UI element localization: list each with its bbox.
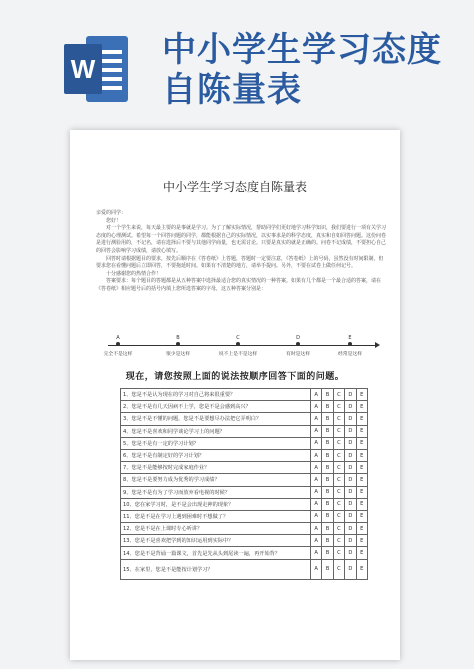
table-row [121,462,368,474]
question-text: 1、您是不是认为现在的学习对自己将来很重要？ [121,389,311,401]
answer-option-a[interactable]: A [310,389,321,401]
question-text: 7、您是不是能够按时完成家庭作业？ [121,462,311,474]
answer-option-c[interactable]: C [333,498,344,510]
thanks-line: 十分感谢您的热情合作！ [106,270,162,277]
answer-option-b[interactable]: B [322,523,333,535]
intro-paragraph-1: 对一个学生来说，每天最主要的是事就是学习。为了了解实际情况，帮助同学们更好地学习科学知识，我们要进行一项有关学习态度的心理测试。希望每一个回答问题的同学，都能根据自己的实际情况，以实事求是的科学态度，真实和自如回答问题。这份问卷是进行测验用的，不记名，请在选择后不要与其他同学商量，也无需讨论。只要是真实的就是正确的。问卷不记成绩，不要担心自己的回答会影响学习成绩，请放心填写。 [96,225,387,254]
table-row [121,498,368,510]
instruction-text: 现在，请您按照上面的说法按顺序回答下面的问题。 [125,372,345,382]
table-row [121,474,368,486]
answer-option-a[interactable]: A [310,425,321,437]
question-text: 13、您是不是喜欢把学到的知识运用到实际中？ [121,535,311,547]
answer-option-d[interactable]: D [345,486,356,498]
answer-option-d[interactable]: D [345,535,356,547]
scale-label: 很少是这样 [166,352,190,357]
answer-option-b[interactable]: B [322,510,333,522]
table-row [121,449,368,461]
answer-option-d[interactable]: D [345,498,356,510]
answer-option-c[interactable]: C [333,559,344,579]
hello: 您好！ [106,217,122,224]
answer-option-a[interactable]: A [310,401,321,413]
answer-option-e[interactable]: E [356,425,367,437]
answer-option-e[interactable]: E [356,510,367,522]
document-title: 中小学生学习态度自陈量表 [162,180,307,194]
answer-option-b[interactable]: B [322,474,333,486]
question-text: 11、您是不是在学习上遇到困难时不想做了？ [121,510,311,522]
table-row [121,559,368,579]
answer-scale [100,335,380,365]
answer-option-b[interactable]: B [322,437,333,449]
answer-option-b[interactable]: B [322,462,333,474]
intro-paragraph-3: 答案要求：每个题目的答题都是从五种答案中选择最适合您的真实情况的一种答案。如果有几个都是一个最合适的答案，请在《答卷纸》相应题号后的括号内填上您所选答案的字母，这五种答案分别是： [96,278,382,292]
word-badge: W [64,44,102,94]
greeting: 亲爱的同学： [96,210,127,216]
answer-option-a[interactable]: A [310,498,321,510]
document-page [70,130,400,660]
scale-letter: A [116,335,120,341]
answer-option-c[interactable]: C [333,523,344,535]
answer-option-d[interactable]: D [345,425,356,437]
answer-option-e[interactable]: E [356,449,367,461]
answer-option-e[interactable]: E [356,498,367,510]
scale-dot-icon [348,342,352,346]
answer-option-c[interactable]: C [333,401,344,413]
question-table [120,388,368,580]
answer-option-a[interactable]: A [310,413,321,425]
answer-option-c[interactable]: C [333,510,344,522]
answer-option-d[interactable]: D [345,559,356,579]
word-document-icon [64,36,130,102]
answer-option-b[interactable]: B [322,413,333,425]
question-text: 14、您是不是背诵一篇课文，首先是先从头到尾读一遍，再开始背？ [121,547,311,559]
answer-option-a[interactable]: A [310,535,321,547]
banner-title-line2: 自陈量表 [162,70,302,110]
scale-point-b [148,335,208,357]
question-text: 3、您是不是不懂的问题，您是不是要想尽办法把它弄明白？ [121,413,311,425]
question-text: 4、您是不是喜欢和同学谈论学习上的问题？ [121,425,311,437]
answer-option-e[interactable]: E [356,413,367,425]
question-text: 15、在家里，您是不是能按计划学习？ [121,559,311,579]
answer-option-d[interactable]: D [345,389,356,401]
scale-point-c [208,335,268,357]
answer-option-c[interactable]: C [333,389,344,401]
table-row [121,486,368,498]
scale-label: 完全不是这样 [103,352,133,357]
answer-option-e[interactable]: E [356,486,367,498]
answer-option-b[interactable]: B [322,535,333,547]
answer-option-b[interactable]: B [322,498,333,510]
scale-label: 有时是这样 [286,352,310,357]
answer-option-d[interactable]: D [345,462,356,474]
table-row [121,535,368,547]
answer-option-c[interactable]: C [333,535,344,547]
scale-label: 经常是这样 [338,352,362,357]
question-text: 2、您是不是有几天因病不上学，您是不是会感到高兴？ [121,401,311,413]
table-row [121,523,368,535]
question-text: 12、您是不是在上课时专心听讲？ [121,523,311,535]
answer-option-e[interactable]: E [356,437,367,449]
scale-letter: C [236,335,240,341]
answer-option-d[interactable]: D [345,510,356,522]
answer-option-d[interactable]: D [345,401,356,413]
banner-title [162,30,462,110]
answer-option-e[interactable]: E [356,535,367,547]
table-row [121,389,368,401]
question-text: 6、您是不是有制定好的学习计划？ [121,449,311,461]
answer-option-b[interactable]: B [322,486,333,498]
answer-option-a[interactable]: A [310,559,321,579]
answer-option-c[interactable]: C [333,486,344,498]
answer-option-d[interactable]: D [345,449,356,461]
answer-option-a[interactable]: A [310,547,321,559]
banner-title-line1: 中小学生学习态度 [162,30,442,70]
question-text: 5、您是不是有一定的学习计划？ [121,437,311,449]
answer-option-b[interactable]: B [322,547,333,559]
table-row [121,437,368,449]
scale-point-e [320,335,380,357]
scale-point-a [88,335,148,357]
table-row [121,547,368,559]
answer-option-b[interactable]: B [322,425,333,437]
question-text: 8、您是不是要努力成为优秀的学习成绩？ [121,474,311,486]
answer-option-e[interactable]: E [356,401,367,413]
table-row [121,510,368,522]
answer-option-a[interactable]: A [310,486,321,498]
intro-paragraph-2: 回答时请根据题目的要求，按先后顺序在《答卷纸》上答题，答题时一定要注意，《答卷纸》上的号码，虽然没有时间限制，但要求您在看懂问题后立即回答，不要拖延时间。如果有不清楚的地方，请举手提问。另外，不要在试卷上做任何记号。 [96,255,384,270]
answer-option-a[interactable]: A [310,449,321,461]
question-text: 10、您在家学习时，是不是会出现走神的现象？ [121,498,311,510]
answer-option-c[interactable]: C [333,425,344,437]
scale-dot-icon [176,342,180,346]
answer-option-a[interactable]: A [310,510,321,522]
answer-option-a[interactable]: A [310,474,321,486]
scale-dot-icon [296,342,300,346]
answer-option-e[interactable]: E [356,462,367,474]
table-row [121,425,368,437]
answer-option-c[interactable]: C [333,547,344,559]
scale-dot-icon [116,342,120,346]
answer-option-a[interactable]: A [310,523,321,535]
scale-label: 说不上是不是这样 [218,352,258,357]
answer-option-b[interactable]: B [322,559,333,579]
answer-option-b[interactable]: B [322,401,333,413]
answer-option-c[interactable]: C [333,449,344,461]
question-text: 9、您是不是有为了学习而放弃看电视的时候？ [121,486,311,498]
answer-option-e[interactable]: E [356,523,367,535]
scale-point-d [268,335,328,357]
answer-option-b[interactable]: B [322,449,333,461]
answer-option-d[interactable]: D [345,547,356,559]
banner [0,0,474,130]
answer-option-e[interactable]: E [356,474,367,486]
answer-option-a[interactable]: A [310,437,321,449]
answer-option-d[interactable]: D [345,474,356,486]
answer-option-d[interactable]: D [345,437,356,449]
answer-option-c[interactable]: C [333,462,344,474]
answer-option-d[interactable]: D [345,413,356,425]
answer-option-a[interactable]: A [310,462,321,474]
answer-option-c[interactable]: C [333,413,344,425]
document-intro [96,210,386,294]
answer-option-c[interactable]: C [333,437,344,449]
answer-option-b[interactable]: B [322,389,333,401]
scale-letter: D [296,335,300,341]
scale-letter: E [348,335,352,341]
answer-option-e[interactable]: E [356,547,367,559]
answer-option-e[interactable]: E [356,559,367,579]
answer-option-e[interactable]: E [356,389,367,401]
table-row [121,401,368,413]
answer-option-c[interactable]: C [333,474,344,486]
scale-dot-icon [236,342,240,346]
answer-option-d[interactable]: D [345,523,356,535]
table-row [121,413,368,425]
scale-letter: B [176,335,180,341]
